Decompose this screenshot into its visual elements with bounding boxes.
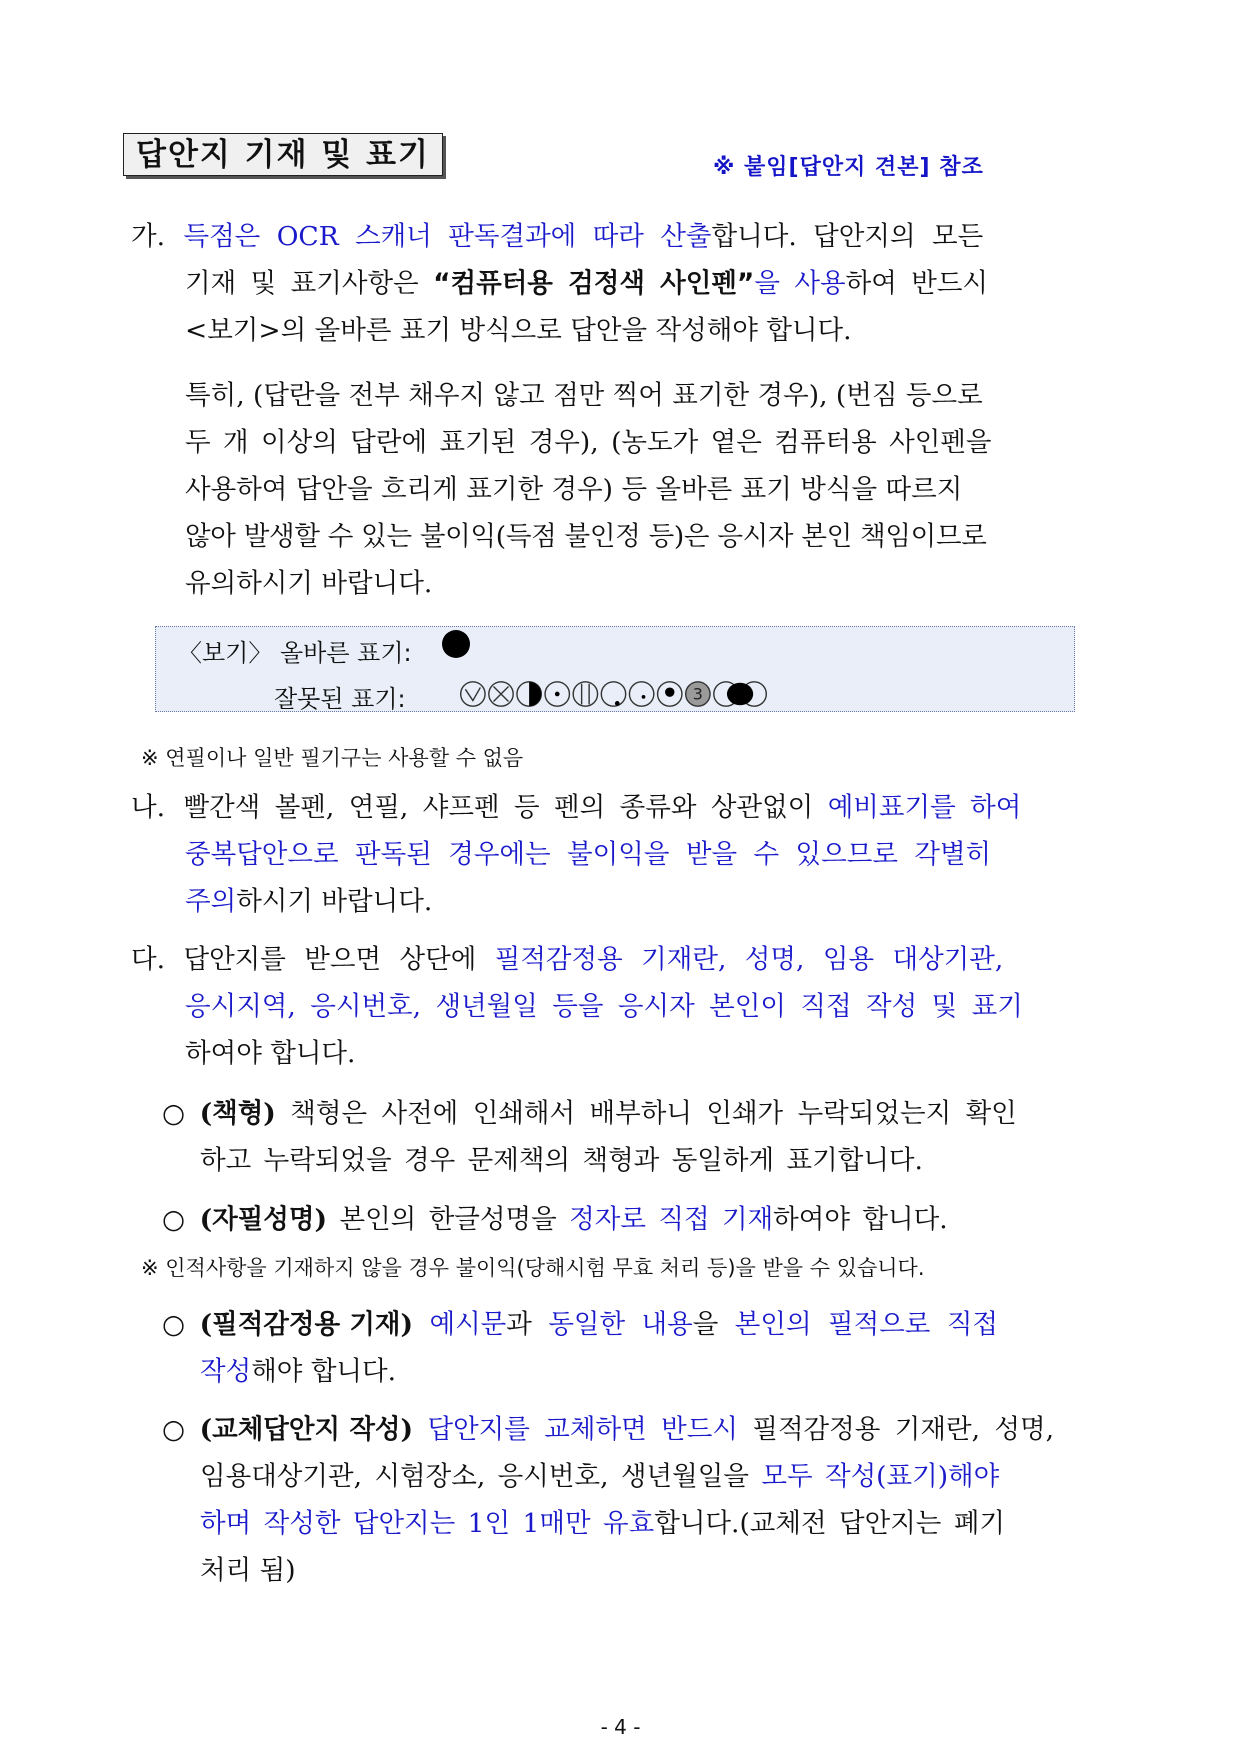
- bullet-icon: ○: [162, 1098, 186, 1129]
- faint-mark-icon: [686, 682, 710, 706]
- section-da-label: 다.: [131, 944, 166, 975]
- booklet-type-text-1: 책형은 사전에 인쇄해서 배부하니 인쇄가 누락되었는지 확인: [275, 1098, 1017, 1129]
- handwriting-check-text-1: 과: [506, 1309, 549, 1340]
- na-highlight-1: 예비표기를 하여: [827, 792, 1022, 823]
- ga-para2-line3: 사용하여 답안을 흐리게 표기한 경우) 등 올바른 표기 방식을 따르지: [185, 474, 963, 505]
- replacement-sheet-highlight-1: 답안지를 교체하면 반드시: [413, 1414, 738, 1445]
- ga-para2-line2: 두 개 이상의 답란에 표기된 경우), (농도가 옅은 컴퓨터용 사인펜을: [185, 427, 992, 458]
- da-highlight-1: 필적감정용 기재란, 성명, 임용 대상기관,: [494, 944, 1004, 975]
- check-mark-icon: [461, 682, 485, 706]
- line-mark-icon: [573, 682, 597, 706]
- ga-para2-line4: 않아 발생할 수 있는 불이익(득점 불인정 등)은 응시자 본인 책임이므로: [185, 521, 987, 552]
- marking-example-box: [155, 626, 1075, 712]
- bullet-icon: ○: [162, 1414, 186, 1445]
- reference-note: ※ 붙임[답안지 견본] 참조: [713, 155, 984, 180]
- handwritten-name-heading: (자필성명): [199, 1204, 328, 1235]
- smeared-mark-icon: [714, 682, 767, 706]
- ga-text-2: 기재 및 표기사항은: [185, 268, 434, 299]
- da-text-1: 답안지를 받으면 상단에: [183, 944, 495, 975]
- pencil-note: ※ 연필이나 일반 필기구는 사용할 수 없음: [141, 746, 524, 770]
- handwriting-check-text-3: 해야 합니다.: [251, 1356, 397, 1387]
- personal-info-note: ※ 인적사항을 기재하지 않을 경우 불이익(당해시험 무효 처리 등)을 받을 수 있습니다.: [141, 1256, 925, 1280]
- x-mark-icon: [489, 682, 513, 706]
- dot-mark-icon: [545, 682, 569, 706]
- replacement-sheet-highlight-2: 모두 작성(표기)해야: [761, 1461, 1000, 1492]
- correct-mark-icon: [442, 630, 470, 658]
- handwriting-check-text-2: 을: [692, 1309, 735, 1340]
- ga-text-3: 하여 반드시: [845, 268, 989, 299]
- correct-mark-label: 〈보기〉 올바른 표기:: [178, 639, 412, 667]
- section-na-label: 나.: [131, 792, 166, 823]
- item-replacement-sheet: [162, 1406, 1122, 1594]
- bullet-icon: ○: [162, 1309, 186, 1340]
- item-handwriting-check: [162, 1301, 1122, 1395]
- handwriting-check-highlight-3: 본인의 필적으로 직접: [734, 1309, 999, 1340]
- wrong-mark-label: 잘못된 표기:: [274, 685, 406, 713]
- ga-text-1: 합니다. 답안지의 모든: [711, 221, 984, 252]
- replacement-sheet-text-1: 필적감정용 기재란, 성명,: [737, 1414, 1055, 1445]
- handwritten-name-text-2: 하여야 합니다.: [773, 1204, 948, 1235]
- section-ga: [131, 213, 1121, 354]
- replacement-sheet-text-2: 임용대상기관, 시험장소, 응시번호, 생년월일을: [200, 1461, 762, 1492]
- handwritten-name-highlight: 정자로 직접 기재: [569, 1204, 774, 1235]
- handwriting-check-highlight-4: 작성: [200, 1356, 252, 1387]
- wrong-marks-icon: [446, 679, 826, 709]
- handwriting-check-highlight-2: 동일한 내용: [548, 1309, 693, 1340]
- replacement-sheet-text-3: 합니다.(교체전 답안지는 폐기: [654, 1508, 1006, 1539]
- faint-mark-number: 3: [692, 684, 703, 704]
- item-booklet-type: [162, 1090, 1122, 1184]
- section-na: [131, 784, 1121, 925]
- da-text-3: 하여야 합니다.: [185, 1038, 356, 1069]
- na-text-3: 하시기 바랍니다.: [236, 886, 433, 917]
- bullet-icon: ○: [162, 1204, 186, 1235]
- booklet-type-heading: (책형): [199, 1098, 276, 1129]
- section-ga-label: 가.: [131, 221, 166, 252]
- replacement-sheet-text-4: 처리 됨): [200, 1555, 296, 1586]
- ga-bold-pen: “컴퓨터용 검정색 사인펜”: [433, 268, 755, 299]
- section-title: 답안지 기재 및 표기: [123, 133, 443, 176]
- small-dot-mark-icon: [629, 682, 653, 706]
- ga-highlight-1: 득점은 OCR 스캐너 판독결과에 따라 산출: [183, 221, 712, 252]
- ga-text-4: <보기>의 올바른 표기 방식으로 답안을 작성해야 합니다.: [185, 315, 852, 346]
- na-highlight-2: 중복답안으로 판독된 경우에는 불이익을 받을 수 있으므로 각별히: [185, 839, 992, 870]
- booklet-type-text-2: 하고 누락되었을 경우 문제책의 책형과 동일하게 표기합니다.: [200, 1145, 923, 1176]
- handwriting-check-highlight-1: 예시문: [413, 1309, 507, 1340]
- na-highlight-3: 주의: [185, 886, 237, 917]
- replacement-sheet-highlight-3: 하며 작성한 답안지는 1인 1매만 유효: [200, 1508, 655, 1539]
- handwritten-name-text: 본인의 한글성명을: [327, 1204, 570, 1235]
- bottom-dot-mark-icon: [601, 682, 625, 706]
- page-number: - 4 -: [600, 1715, 641, 1739]
- item-handwritten-name: [162, 1196, 1122, 1243]
- na-text-1: 빨간색 볼펜, 연필, 샤프펜 등 펜의 종류와 상관없이: [183, 792, 828, 823]
- section-ga-para2: [185, 372, 1120, 607]
- section-da: [131, 936, 1121, 1077]
- blob-mark-icon: [658, 682, 682, 706]
- ga-highlight-2: 을 사용: [754, 268, 846, 299]
- ga-para2-line5: 유의하시기 바랍니다.: [185, 568, 433, 599]
- ga-para2-line1: 특히, (답란을 전부 채우지 않고 점만 찍어 표기한 경우), (번짐 등으로: [185, 380, 983, 411]
- half-filled-mark-icon: [517, 682, 541, 706]
- handwriting-check-heading: (필적감정용 기재): [199, 1309, 414, 1340]
- da-highlight-2: 응시지역, 응시번호, 생년월일 등을 응시자 본인이 직접 작성 및 표기: [185, 991, 1023, 1022]
- replacement-sheet-heading: (교체답안지 작성): [199, 1414, 414, 1445]
